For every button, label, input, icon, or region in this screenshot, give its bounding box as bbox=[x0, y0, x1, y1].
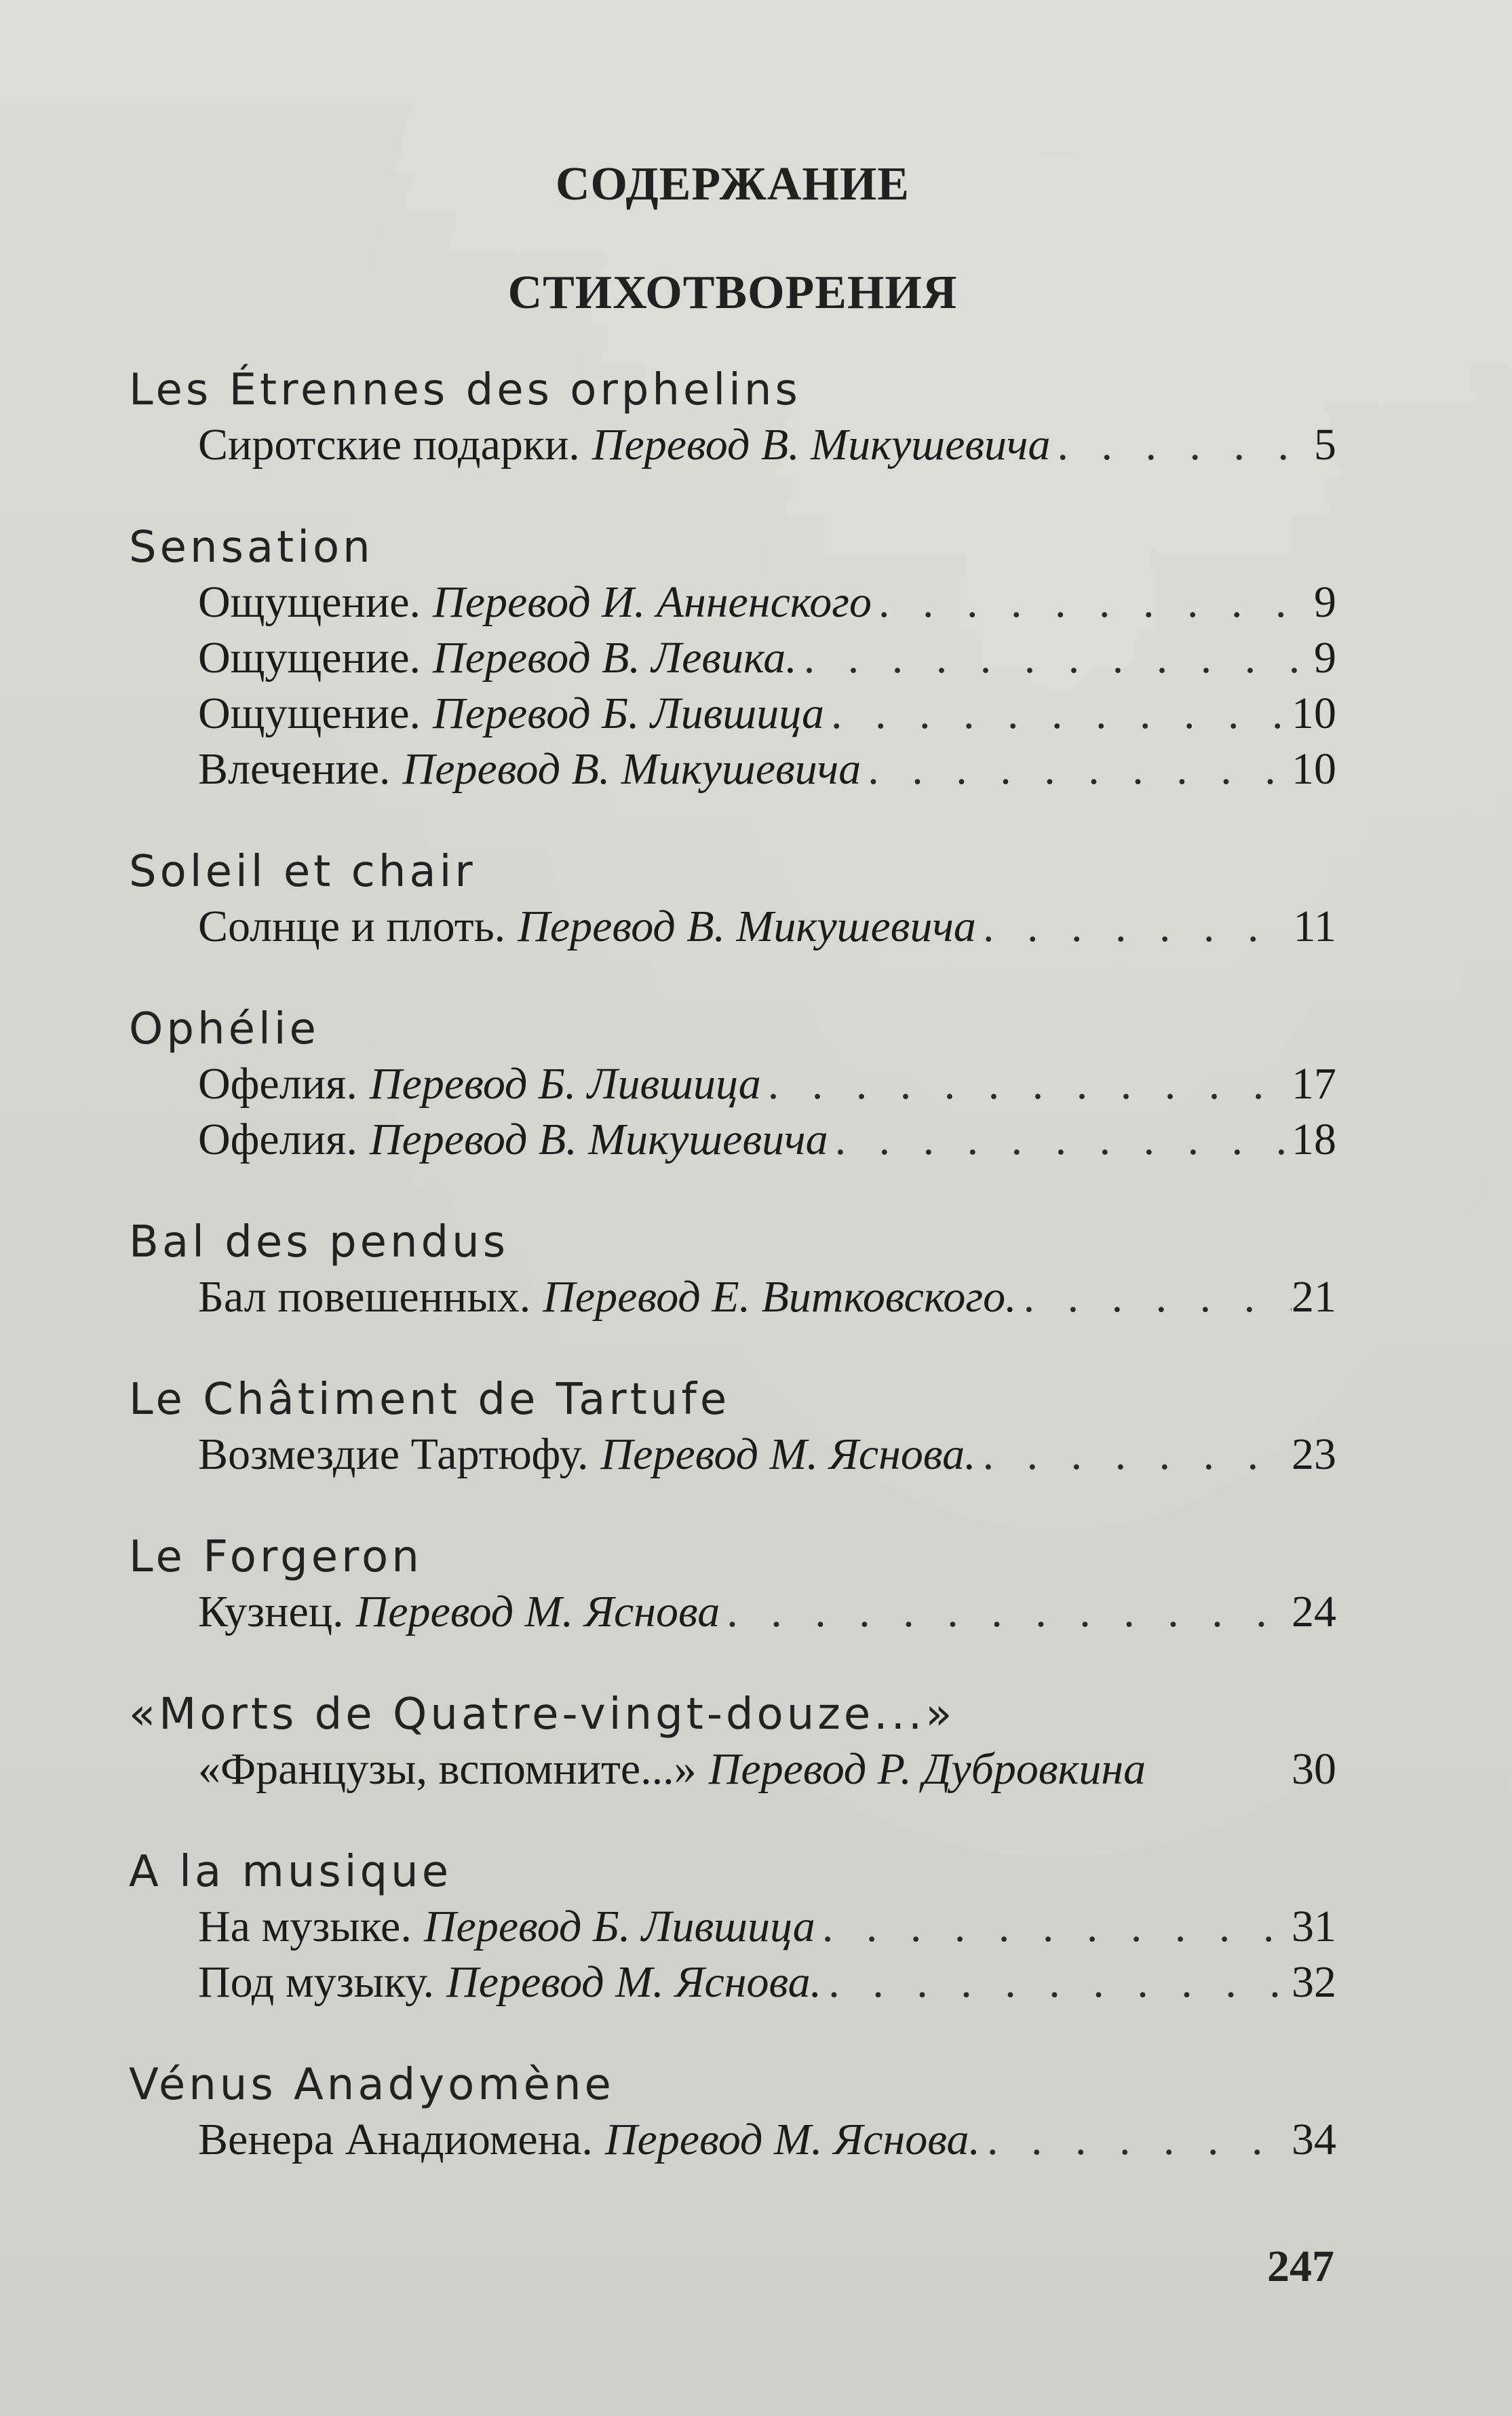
entry-title: Солнце и плоть. bbox=[198, 902, 506, 951]
toc-entry bbox=[129, 1742, 1336, 1797]
entry-page: 18 bbox=[1292, 1115, 1336, 1164]
dot-leader bbox=[980, 2112, 1292, 2168]
toc-entry bbox=[129, 1112, 1336, 1168]
toc-entry bbox=[129, 1899, 1336, 1955]
toc-entry bbox=[129, 1269, 1336, 1325]
dot-leader bbox=[815, 1899, 1292, 1955]
original-title: Ophélie bbox=[129, 1004, 319, 1054]
entry-page: 34 bbox=[1292, 2115, 1336, 2164]
entry-translator: Перевод В. Левика. bbox=[433, 633, 797, 683]
dot-leader bbox=[976, 1427, 1292, 1482]
entry-page: 5 bbox=[1314, 420, 1336, 469]
entry-page: 11 bbox=[1293, 902, 1336, 951]
dot-leader bbox=[1017, 1269, 1292, 1325]
dot-leader bbox=[861, 742, 1292, 797]
original-title: «Morts de Quatre-vingt-douze...» bbox=[129, 1689, 956, 1740]
toc-group bbox=[129, 363, 1336, 473]
toc-entry bbox=[129, 1584, 1336, 1640]
dot-leader bbox=[824, 686, 1292, 742]
entry-translator: Перевод М. Яснова. bbox=[600, 1430, 976, 1479]
entry-page: 21 bbox=[1292, 1272, 1336, 1322]
toc-entry bbox=[129, 1427, 1336, 1482]
toc-entry bbox=[129, 417, 1336, 473]
entry-translator: Перевод Б. Лившица bbox=[423, 1902, 815, 1951]
dot-leader bbox=[828, 1112, 1292, 1168]
entry-page: 32 bbox=[1292, 1957, 1336, 2007]
toc-entry bbox=[129, 899, 1336, 955]
toc-group bbox=[129, 1215, 1336, 1325]
toc-entry bbox=[129, 686, 1336, 742]
dot-leader bbox=[761, 1056, 1292, 1112]
entry-title: «Французы, вспомните...» bbox=[198, 1744, 697, 1794]
entry-translator: Перевод В. Микушевича bbox=[518, 902, 976, 951]
contents-heading: СОДЕРЖАНИЕ bbox=[555, 158, 910, 210]
toc-group bbox=[129, 1687, 1336, 1797]
entry-page: 9 bbox=[1314, 633, 1336, 683]
toc-entry bbox=[129, 630, 1336, 686]
entry-translator: Перевод М. Яснова bbox=[355, 1587, 720, 1636]
entry-page: 24 bbox=[1292, 1587, 1336, 1636]
original-title: Les Étrennes des orphelins bbox=[129, 365, 801, 415]
dot-leader bbox=[720, 1584, 1292, 1640]
toc-entry bbox=[129, 1955, 1336, 2010]
entry-translator: Перевод М. Яснова. bbox=[604, 2115, 980, 2164]
entry-page: 10 bbox=[1292, 689, 1336, 738]
entry-page: 10 bbox=[1292, 744, 1336, 794]
dot-leader bbox=[1051, 417, 1298, 473]
entry-title: Ощущение. bbox=[198, 633, 421, 683]
original-title: A la musique bbox=[129, 1847, 452, 1897]
dot-leader bbox=[976, 899, 1294, 955]
dot-leader bbox=[821, 1955, 1292, 2010]
entry-page: 30 bbox=[1292, 1744, 1336, 1794]
toc-group bbox=[129, 1530, 1336, 1640]
entry-translator: Перевод В. Микушевича bbox=[402, 744, 861, 794]
original-title: Sensation bbox=[129, 522, 374, 573]
dot-leader bbox=[872, 575, 1298, 630]
toc-group bbox=[129, 520, 1336, 797]
entry-title: Венера Анадиомена. bbox=[198, 2115, 593, 2164]
toc-group bbox=[129, 1373, 1336, 1482]
entry-translator: Перевод Е. Витковского. bbox=[543, 1272, 1017, 1322]
original-title: Le Châtiment de Tartufe bbox=[129, 1375, 731, 1425]
entry-title: Ощущение. bbox=[198, 577, 421, 627]
toc-group bbox=[129, 2058, 1336, 2168]
entry-title: Офелия. bbox=[198, 1115, 357, 1164]
original-title: Vénus Anadyomène bbox=[129, 2060, 615, 2110]
toc-group bbox=[129, 1845, 1336, 2010]
entry-translator: Перевод Б. Лившица bbox=[369, 1059, 761, 1109]
entry-translator: Перевод М. Яснова. bbox=[446, 1957, 822, 2007]
entry-title: Под музыку. bbox=[198, 1957, 435, 2007]
entry-translator: Перевод Р. Дубровкина bbox=[708, 1744, 1146, 1794]
entry-page: 31 bbox=[1292, 1902, 1336, 1951]
toc-entry bbox=[129, 742, 1336, 797]
entry-translator: Перевод И. Анненского bbox=[433, 577, 872, 627]
entry-title: Сиротские подарки. bbox=[198, 420, 580, 469]
entry-page: 9 bbox=[1314, 577, 1336, 627]
original-title: Bal des pendus bbox=[129, 1217, 509, 1267]
entry-title: Влечение. bbox=[198, 744, 391, 794]
original-title: Le Forgeron bbox=[129, 1532, 423, 1582]
page-number: 247 bbox=[1267, 2242, 1334, 2291]
entry-title: Офелия. bbox=[198, 1059, 357, 1109]
entry-translator: Перевод В. Микушевича bbox=[369, 1115, 828, 1164]
original-title: Soleil et chair bbox=[129, 847, 476, 897]
book-page bbox=[129, 136, 1336, 2375]
toc-entry bbox=[129, 1056, 1336, 1112]
toc-entry bbox=[129, 2112, 1336, 2168]
entry-translator: Перевод Б. Лившица bbox=[433, 689, 824, 738]
dot-leader bbox=[797, 630, 1298, 686]
table-of-contents bbox=[129, 363, 1336, 2215]
entry-title: На музыке. bbox=[198, 1902, 412, 1951]
entry-title: Возмездие Тартюфу. bbox=[198, 1430, 589, 1479]
toc-group bbox=[129, 1002, 1336, 1168]
entry-translator: Перевод В. Микушевича bbox=[592, 420, 1051, 469]
entry-page: 23 bbox=[1292, 1430, 1336, 1479]
entry-title: Ощущение. bbox=[198, 689, 421, 738]
toc-entry bbox=[129, 575, 1336, 630]
toc-group bbox=[129, 845, 1336, 955]
entry-title: Кузнец. bbox=[198, 1587, 344, 1636]
section-heading: СТИХОТВОРЕНИЯ bbox=[507, 267, 958, 319]
entry-page: 17 bbox=[1292, 1059, 1336, 1109]
entry-title: Бал повешенных. bbox=[198, 1272, 531, 1322]
